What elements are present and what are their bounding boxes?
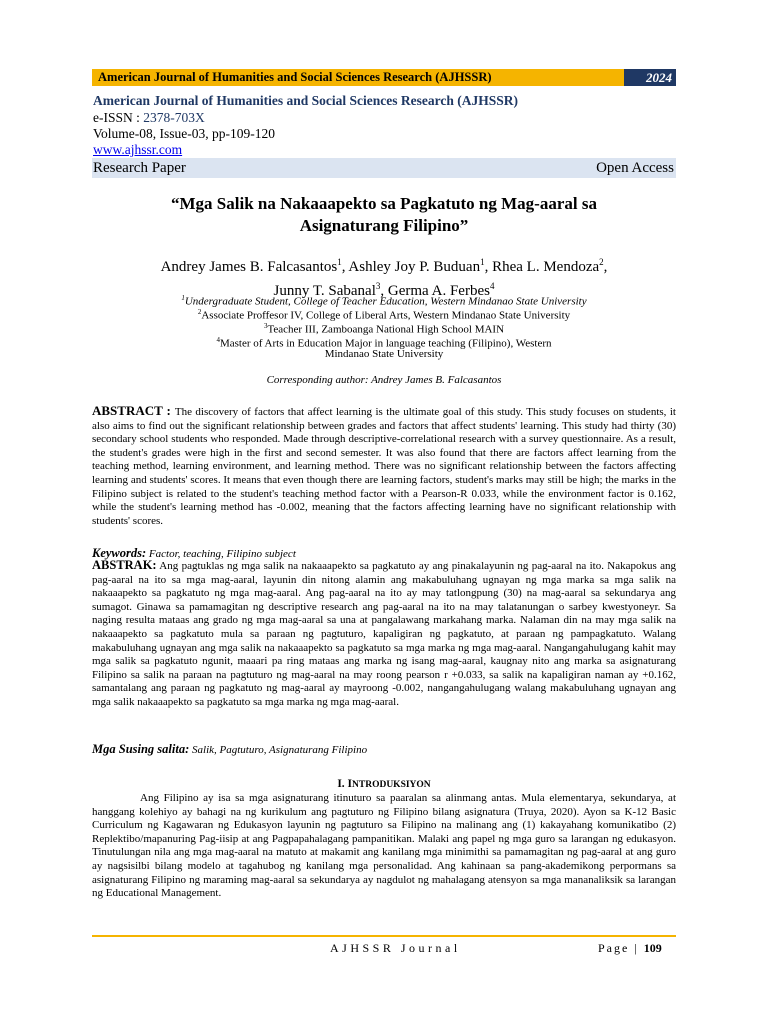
- affiliation-4-cont: Mindanao State University: [324, 348, 444, 360]
- susing-salita-text: Salik, Pagtuturo, Asignaturang Filipino: [189, 744, 368, 756]
- abstract-english: [92, 404, 676, 528]
- abstrak-text: Ang pagtuklas ng mga salik na nakaaapekto sa pagkatuto ay ang pinakalayunin ng pag-aaral na ito. Nakapokus ang pag-aaral na ito sa mga mag-aaral, layunin din nitong alamin ang makabuluhang ugnayan ng mga marka sa mga salik na nakaaapekto sa pagkatuto ng mga mag-aaral. Ang pag-aaral na ito ay may tatlongpung (30) na mag-aaral sa sekundarya ang sumagot. Ginawa sa pamamagitan ng descriptive research ang pag-aaral na ito na may talatanungan o sarbey kwestyoneyr. Sa naging resulta mataas ang grado ng mga mag-aaral sa una at pangalawang markahang marka. Nalaman din na may mga salik na nakaaapekto sa pagkatuto mula sa paraan ng pagtuturo, kapaligiran ng pagkatuto, at paraan ng pampagkatuto. Walang makabuluhang ugnayan ang mga salik na nakaaapekto sa pagkatuto sa mga marka ng mga mag-aaral. Nangangahulugang kahit may mga salik sa pagkatuto ngunit, maaari pa ring mataas ang marka ng isang mag-aaral, kaugnay nito ang marka sa asignaturang Filipino sa salik na paraan na pagtuturo ng mag-aaral na may roong pearson r +0.033, sa salik na kapaligiran naman ay +0.162, samantalang ang paraan ng pagkatuto ng mag-aaral ay mayroong -0.002, nangangahulugang walang makabuluhang ugnayan ang mga salik nakaaapekto sa pagkatuto sa mga marka ng mga mag-aaral.: [92, 560, 676, 708]
- affiliation-2: $^2$Associate Proffesor IV, College of Liberal Arts, Western Mindanao State University: [197, 308, 571, 322]
- author-3-sup: 2: [599, 257, 604, 267]
- section-num: I. I: [337, 778, 353, 790]
- footer-journal: AJHSSR Journal: [330, 941, 461, 955]
- header-journal-title: American Journal of Humanities and Social Sciences Research (AJHSSR): [92, 69, 624, 86]
- paper-type-band: [92, 158, 676, 178]
- section-title: NTRODUKSIYON: [352, 780, 431, 790]
- abstract-label: ABSTRACT :: [92, 403, 175, 418]
- author-4: Junny T. Sabanal: [273, 283, 376, 299]
- paper-title-line2: Asignaturang Filipino”: [299, 216, 469, 235]
- header-year: 2024: [624, 69, 676, 86]
- footer-rule: [92, 935, 676, 937]
- paper-title: [92, 193, 676, 237]
- volume-line: Volume-08, Issue-03, pp-109-120: [93, 126, 275, 141]
- author-1: Andrey James B. Falcasantos: [160, 259, 338, 275]
- website-url[interactable]: www.ajhssr.com: [93, 142, 183, 157]
- author-4-sup: 3: [375, 281, 381, 291]
- abstract-text: The discovery of factors that affect learning is the ultimate goal of this study. This study focuses on students, it also aims to find out the significant relationship between grades and factors that affect students' learning. This study had thirty (30) secondary school students who responded. Made through descriptive-correlational research with a survey questionnaire. As a result, the student's grades were high in the first and second semester. It was also found that there are factors affect learning from the teaching method, learning environment, and learning method. There was no significant relationship between the factors affecting learning and students' scores. It means that even though there are learning factors, student's marks may still be high; the marks in the Filipino subject is related to the student's teaching method factor with a Pearson-R 0.033, while the environment factor is 0.162, while the student's learning method has -0.002, meaning that the factors affecting learning have no significant relationship with students' scores.: [92, 406, 676, 527]
- abstract-filipino: [92, 559, 676, 710]
- susing-salita: [92, 742, 676, 757]
- section-heading-introduksiyon: [92, 778, 676, 790]
- author-2-sup: 1: [480, 257, 485, 267]
- affiliation-3: $^3$Teacher III, Zamboanga National High School MAIN: [263, 322, 505, 336]
- introduction-paragraph: Ang Filipino ay isa sa mga asignaturang itinuturo sa paaralan sa alinmang antas. Mula elementarya, sekundarya, at hanggang kolehiyo ay bahagi na ng kurikulum ang pagtuturo ng Filipino bilang asignatura (Truya, 2020). Ayon sa K-12 Basic Curriculum ng Kagawaran ng Edukasyon layunin ng pagtuturo sa Filipino na malinang ang (1) kakayahang komunikatibo (2) Replektibo/mapanuring Pag-iisip at ang Pagpapahalagang pampanitikan. Malaki ang papel ng mga guro sa larangan ng edukasyon. Tinutulungan nila ang mga mag-aaral na matuto at makamit ang kanilang mga minimithi sa pamamagitan ng pag-aaral at ang guro ay nagsisilbi bilang modelo at tagahubog ng kanilang mga personalidad. Ang kahinaan sa pang-akademikong perpormans sa asignaturang Filipino ng maraming mag-aaral sa sekundarya ay nagdulot ng mahalagang atensyon sa mga mananaliksik sa larangan ng Educational Management.: [92, 792, 676, 900]
- issn-value: 2378-703X: [143, 110, 205, 125]
- issn-line: [93, 110, 205, 126]
- author-3: , Rhea L. Mendoza: [484, 259, 600, 275]
- journal-name: American Journal of Humanities and Social Sciences Research (AJHSSR): [93, 93, 518, 108]
- affiliation-1: $^1$Undergraduate Student, College of Teacher Education, Western Mindanao State University: [181, 294, 587, 308]
- author-5: , Germa A. Ferbes: [380, 283, 490, 299]
- issn-label: e-ISSN :: [93, 110, 144, 125]
- susing-salita-label: Mga Susing salita:: [92, 742, 190, 756]
- affiliation-4: $^4$Master of Arts in Education Major in language teaching (Filipino), Western: [216, 336, 552, 350]
- footer-page-label: Page |: [598, 941, 644, 955]
- author-5-sup: 4: [489, 281, 495, 291]
- corresponding-author: Corresponding author: Andrey James B. Falcasantos: [266, 374, 502, 386]
- keywords-text: Factor, teaching, Filipino subject: [146, 548, 296, 560]
- footer-page-number: 109: [643, 941, 662, 955]
- research-paper-label: Research Paper: [93, 159, 186, 176]
- author-sep: ,: [603, 259, 608, 275]
- author-1-sup: 1: [337, 257, 342, 267]
- footer-page: [598, 941, 662, 956]
- abstrak-label: ABSTRAK:: [92, 558, 157, 572]
- keywords-label: Keywords:: [92, 546, 147, 560]
- paper-title-line1: “Mga Salik na Nakaaapekto sa Pagkatuto ng Mag-aaral sa: [171, 194, 597, 213]
- open-access-label: Open Access: [596, 159, 674, 176]
- journal-header-bar: [92, 69, 676, 86]
- website-link[interactable]: [93, 142, 182, 158]
- author-2: , Ashley Joy P. Buduan: [341, 259, 481, 275]
